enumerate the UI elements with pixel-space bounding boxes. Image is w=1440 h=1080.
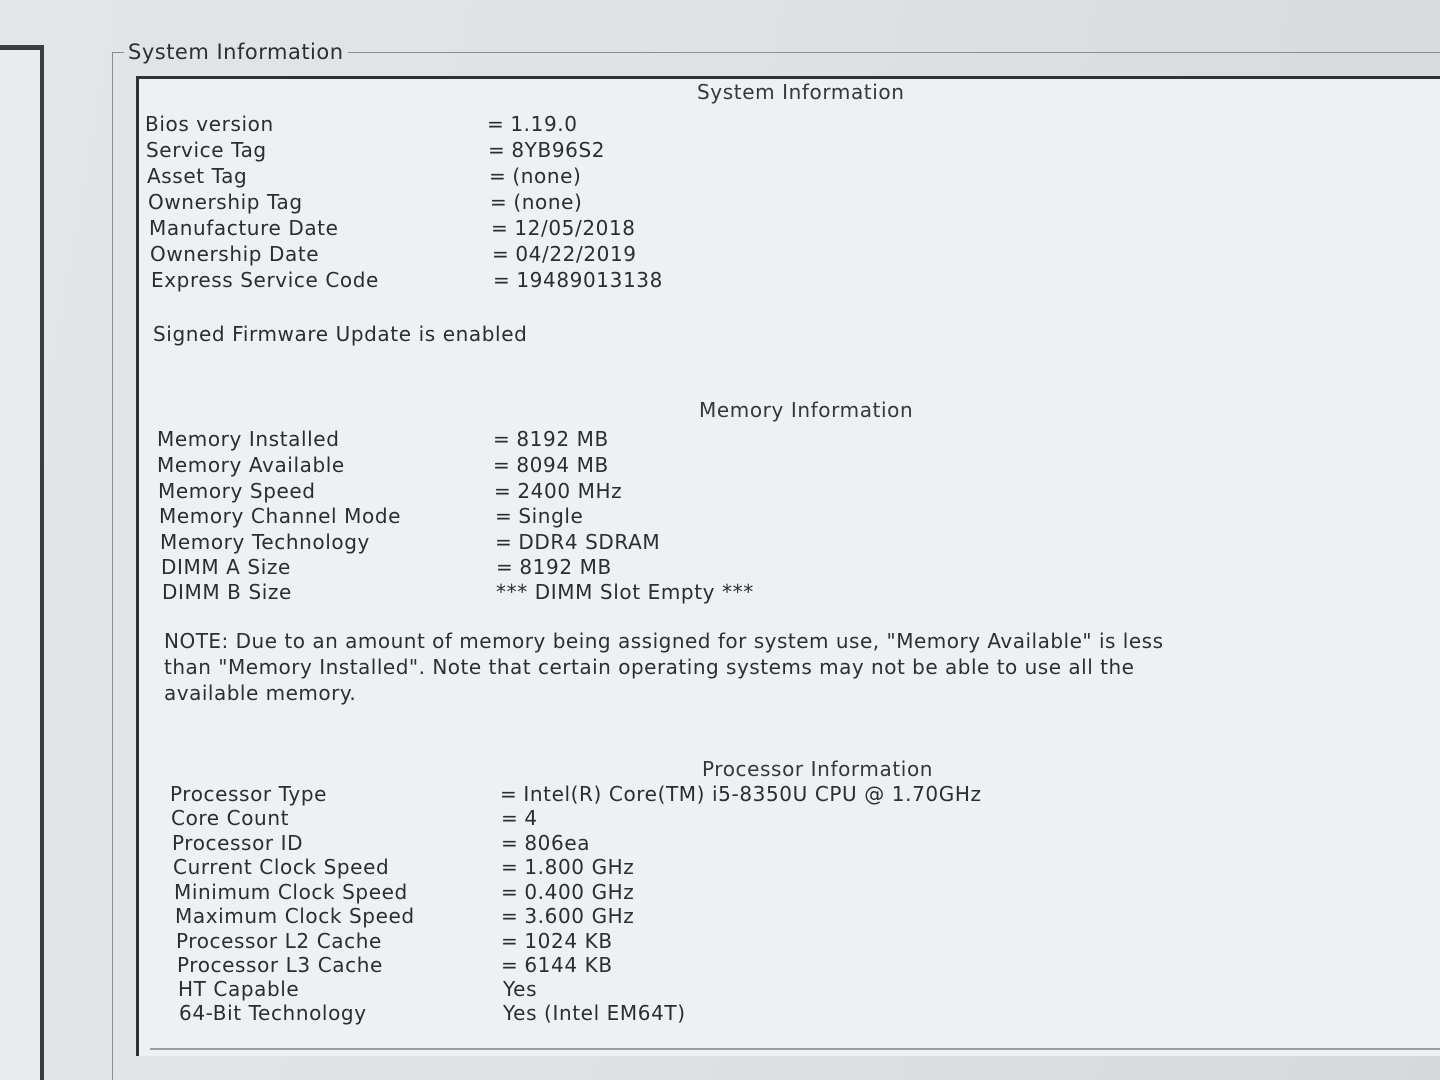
- row-label: Core Count: [171, 806, 290, 830]
- system-section-title: System Information: [697, 80, 905, 104]
- row-label: Memory Speed: [158, 479, 316, 503]
- equals-sign: =: [492, 242, 510, 266]
- equals-sign: =: [501, 904, 519, 928]
- row-value: [495, 504, 583, 528]
- equals-sign: =: [501, 855, 519, 879]
- equals-sign: =: [493, 427, 511, 451]
- row-label: Processor Type: [170, 782, 328, 806]
- equals-sign: =: [493, 268, 511, 292]
- row-value: [501, 831, 590, 855]
- row-value: [500, 782, 982, 806]
- value-text: 19489013138: [516, 268, 663, 292]
- row-value: [494, 479, 622, 503]
- value-text: 8094 MB: [516, 453, 609, 477]
- row-label: Memory Channel Mode: [159, 504, 402, 528]
- equals-sign: =: [501, 953, 519, 977]
- row-value: [487, 112, 578, 136]
- equals-sign: =: [488, 138, 506, 162]
- groupbox-title: System Information: [124, 40, 348, 64]
- memory-note-line: available memory.: [164, 681, 357, 705]
- row-value: [501, 929, 613, 953]
- value-text: 8192 MB: [516, 427, 609, 451]
- row-value: [492, 242, 637, 266]
- row-value: [495, 530, 660, 554]
- equals-sign: =: [487, 112, 505, 136]
- equals-sign: =: [490, 190, 508, 214]
- row-label: Asset Tag: [147, 164, 248, 188]
- row-label: HT Capable: [178, 977, 300, 1001]
- value-text: 8192 MB: [519, 555, 612, 579]
- equals-sign: =: [493, 453, 511, 477]
- value-text: 3.600 GHz: [524, 904, 635, 928]
- equals-sign: =: [501, 806, 519, 830]
- value-text: 8YB96S2: [511, 138, 606, 162]
- navigation-pane-top-edge: [0, 45, 44, 50]
- row-value: [493, 427, 609, 451]
- memory-section-title: Memory Information: [699, 398, 914, 422]
- memory-note-line: NOTE: Due to an amount of memory being assigned for system use, "Memory Available" is less: [164, 629, 1164, 653]
- row-value: [496, 555, 612, 579]
- row-value: [501, 953, 613, 977]
- row-value: [501, 806, 538, 830]
- row-label: Bios version: [145, 112, 274, 136]
- equals-sign: =: [491, 216, 509, 240]
- row-value: [488, 138, 605, 162]
- value-text: 04/22/2019: [515, 242, 637, 266]
- row-value: [501, 855, 634, 879]
- equals-sign: =: [500, 782, 518, 806]
- firmware-update-status: Signed Firmware Update is enabled: [153, 322, 528, 346]
- value-text: 2400 MHz: [517, 479, 623, 503]
- row-value: [493, 453, 609, 477]
- row-label: Service Tag: [146, 138, 267, 162]
- value-text: (none): [512, 164, 582, 188]
- equals-sign: =: [494, 479, 512, 503]
- row-label: Express Service Code: [151, 268, 379, 292]
- row-label: Maximum Clock Speed: [175, 904, 415, 928]
- equals-sign: =: [496, 555, 514, 579]
- row-label: Processor ID: [172, 831, 304, 855]
- value-text: (none): [513, 190, 583, 214]
- row-value: [491, 216, 636, 240]
- row-value: [489, 164, 581, 188]
- memory-note: [164, 628, 1364, 706]
- row-value: [493, 268, 663, 292]
- memory-note-line: than "Memory Installed". Note that certain operating systems may not be able to use all the: [164, 655, 1135, 679]
- value-text: *** DIMM Slot Empty ***: [496, 580, 754, 604]
- value-text: 4: [524, 806, 538, 830]
- row-label: Memory Technology: [160, 530, 370, 554]
- value-text: 806ea: [524, 831, 591, 855]
- value-text: DDR4 SDRAM: [518, 530, 661, 554]
- processor-section-title: Processor Information: [702, 757, 934, 781]
- value-text: Single: [518, 504, 584, 528]
- value-text: Yes: [503, 977, 538, 1001]
- value-text: 1.800 GHz: [524, 855, 635, 879]
- row-value: [490, 190, 582, 214]
- equals-sign: =: [501, 831, 519, 855]
- row-label: DIMM A Size: [161, 555, 291, 579]
- row-label: Processor L2 Cache: [176, 929, 382, 953]
- value-text: Intel(R) Core(TM) i5-8350U CPU @ 1.70GHz: [523, 782, 982, 806]
- row-label: Current Clock Speed: [173, 855, 390, 879]
- row-label: Manufacture Date: [149, 216, 339, 240]
- value-text: 12/05/2018: [514, 216, 636, 240]
- value-text: 1.19.0: [510, 112, 578, 136]
- row-label: 64-Bit Technology: [179, 1001, 367, 1025]
- value-text: 0.400 GHz: [524, 880, 635, 904]
- equals-sign: =: [489, 164, 507, 188]
- row-label: Processor L3 Cache: [177, 953, 383, 977]
- row-label: Memory Installed: [157, 427, 340, 451]
- navigation-pane[interactable]: [0, 45, 44, 1080]
- panel-bottom-border: [150, 1048, 1440, 1050]
- row-value: [501, 880, 634, 904]
- row-value: [501, 904, 634, 928]
- equals-sign: =: [501, 880, 519, 904]
- row-label: Memory Available: [157, 453, 345, 477]
- value-text: Yes (Intel EM64T): [503, 1001, 686, 1025]
- row-label: Ownership Date: [150, 242, 320, 266]
- value-text: 6144 KB: [524, 953, 613, 977]
- equals-sign: =: [501, 929, 519, 953]
- equals-sign: =: [495, 530, 513, 554]
- equals-sign: =: [495, 504, 513, 528]
- value-text: 1024 KB: [524, 929, 613, 953]
- row-label: Ownership Tag: [148, 190, 303, 214]
- row-label: DIMM B Size: [162, 580, 292, 604]
- row-label: Minimum Clock Speed: [174, 880, 408, 904]
